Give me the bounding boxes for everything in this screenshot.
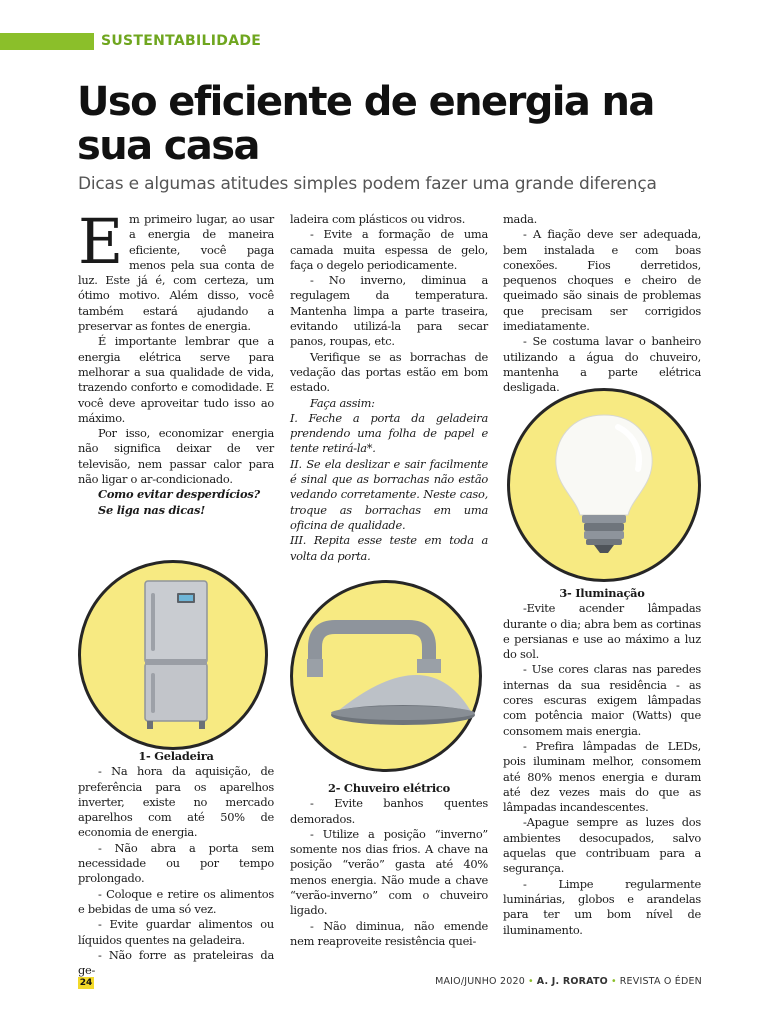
fridge-cont-4: Verifique se as borrachas de vedação das portas estão em bom estado. xyxy=(290,349,488,395)
fridge-cont-6: I. Feche a porta da geladeira prendendo uma folha de papel e tente retirá-la*. xyxy=(290,410,488,456)
drop-cap: E xyxy=(78,205,124,278)
fridge-tip-3: - Coloque e retire os alimentos e bebidas de uma só vez. xyxy=(78,886,274,916)
footer-date: MAIO/JUNHO 2020 xyxy=(435,976,525,987)
fridge-tip-1: - Na hora da aquisição, de preferência para os aparelhos inverter, existe no mercado aparelhos com até 50% de economia de energia. xyxy=(78,764,274,840)
fridge-cont-5: Faça assim: xyxy=(310,395,375,410)
intro-cta-1: Como evitar desperdícios? xyxy=(98,487,260,502)
article-title: Uso eficiente de energia na sua casa xyxy=(77,79,654,169)
light-bulb-illustration xyxy=(507,388,701,582)
lighting-tip-2: - Use cores claras nas paredes internas da sua residência - as cores escuras exigem lâmpadas com potência maior (Watts) que consomem mais energia. xyxy=(503,662,701,738)
shower-section xyxy=(290,781,488,949)
refrigerator-icon xyxy=(81,563,265,747)
intro-paragraph-3: Por isso, economizar energia não significa deixar de ver televisão, nem passar calor para não ligar o ar-condicionado. xyxy=(78,426,274,487)
shower-cont-2: - A fiação deve ser adequada, bem instalada e com boas conexões. Fios derretidos, pequenos choques e cheiro de queimado são sinais de problemas que precisam ser corrigidos imediatamente. xyxy=(503,227,701,334)
fridge-tip-4: - Evite guardar alimentos ou líquidos quentes na geladeira. xyxy=(78,917,274,947)
fridge-tip-5: - Não forre as prateleiras da ge- xyxy=(78,947,274,978)
shower-tip-2: - Utilize a posição “inverno” somente nos dias frios. A chave na posição “verão” gasta até 40% menos energia. Não mude a chave “verão-inverno” com o chuveiro ligado. xyxy=(290,826,488,918)
fridge-heading: 1- Geladeira xyxy=(138,749,214,763)
fridge-cont-7: II. Se ela deslizar e sair facilmente é sinal que as borrachas não estão vedando corretamente. Neste caso, troque as borrachas em uma oficina de qualidade. xyxy=(290,456,488,532)
column-1-intro xyxy=(78,205,274,518)
lighting-heading: 3- Iluminação xyxy=(559,586,645,600)
footer-credits xyxy=(435,976,702,987)
fridge-tip-2: - Não abra a porta sem necessidade ou por tempo prolongado. xyxy=(78,840,274,886)
fridge-section xyxy=(78,749,274,978)
shower-head-icon xyxy=(293,583,479,769)
lighting-tip-5: - Limpe regularmente luminárias, globos e arandelas para ter um bom nível de iluminamento. xyxy=(503,876,701,937)
lighting-section xyxy=(503,586,701,938)
separator-dot: • xyxy=(527,976,534,987)
footer-magazine: REVISTA O ÉDEN xyxy=(619,976,702,987)
shower-tip-1: - Evite banhos quentes demorados. xyxy=(290,796,488,826)
shower-tip-3: - Não diminua, não emende nem reaproveite resistência quei- xyxy=(290,918,488,948)
fridge-cont-2: - Evite a formação de uma camada muita espessa de gelo, faça o degelo periodicamente. xyxy=(290,227,488,272)
fridge-cont-3: - No inverno, diminua a regulagem da temperatura. Mantenha limpa a parte traseira, evitando utilizá-la para secar panos, roupas, etc. xyxy=(290,273,488,349)
shower-illustration xyxy=(290,580,482,772)
section-accent-bar xyxy=(0,33,94,50)
section-label: SUSTENTABILIDADE xyxy=(101,33,262,49)
column-3-shower-continued xyxy=(503,212,701,396)
shower-cont-1: mada. xyxy=(503,212,538,226)
article-subtitle: Dicas e algumas atitudes simples podem fazer uma grande diferença xyxy=(78,174,657,194)
refrigerator-illustration xyxy=(78,560,268,750)
intro-cta-2: Se liga nas dicas! xyxy=(98,502,205,517)
page-number: 24 xyxy=(79,978,93,988)
footer-author: A. J. RORATO xyxy=(536,976,608,987)
intro-paragraph-2: É importante lembrar que a energia elétrica serve para melhorar a sua qualidade de vida, trazendo conforto e comodidade. E você deve aproveitar tudo isso ao máximo. xyxy=(78,334,274,425)
separator-dot: • xyxy=(610,976,617,987)
light-bulb-icon xyxy=(510,391,698,579)
column-2-fridge-continued xyxy=(290,212,488,564)
lighting-tip-3: - Prefira lâmpadas de LEDs, pois iluminam melhor, consomem até 80% menos energia e duram até dez vezes mais do que as lâmpadas incandescentes. xyxy=(503,738,701,815)
lighting-tip-4: -Apague sempre as luzes dos ambientes desocupados, salvo aquelas que contribuam para a segurança. xyxy=(503,815,701,876)
lighting-tip-1: -Evite acender lâmpadas durante o dia; abra bem as cortinas e persianas e use ao máximo a luz do sol. xyxy=(503,601,701,662)
shower-cont-3: - Se costuma lavar o banheiro utilizando a água do chuveiro, mantenha a parte elétrica desligada. xyxy=(503,334,701,395)
shower-heading: 2- Chuveiro elétrico xyxy=(328,781,450,795)
fridge-cont-1: ladeira com plásticos ou vidros. xyxy=(290,212,466,226)
fridge-cont-8: III. Repita esse teste em toda a volta da porta. xyxy=(290,533,488,563)
intro-paragraph-1: m primeiro lugar, ao usar a energia de maneira eficiente, você paga menos pela sua conta de luz. Este já é, com certeza, um ótimo motivo. Além disso, você também estará ajudando a preservar as fontes de energia. xyxy=(78,212,274,334)
